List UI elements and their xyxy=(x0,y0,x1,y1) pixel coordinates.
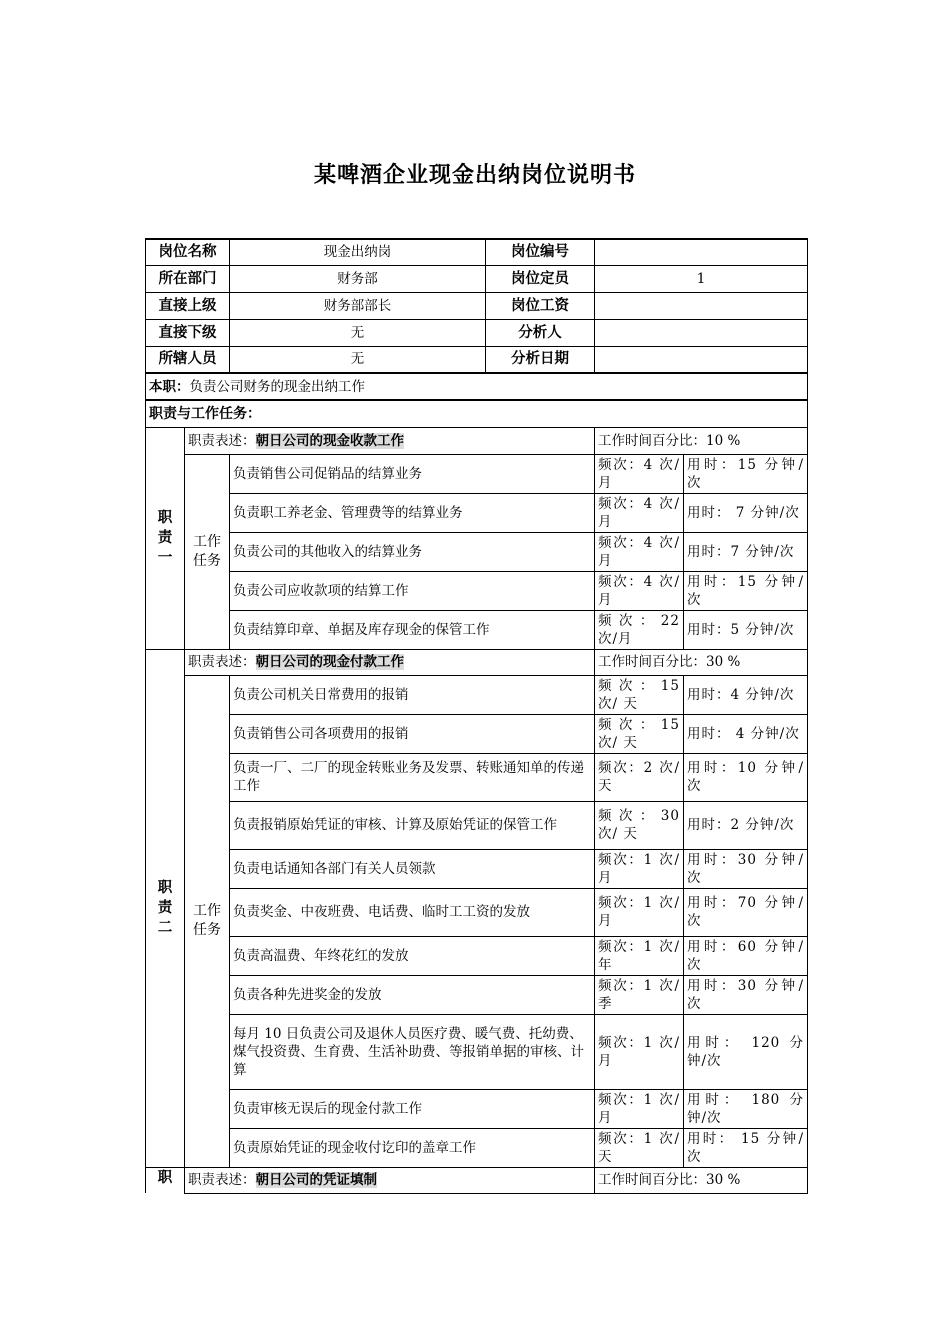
task-row xyxy=(146,571,808,610)
duty-statement-text: 朝日公司的现金付款工作 xyxy=(255,654,404,670)
desc-label: 职责表述： xyxy=(188,432,256,449)
desc-label: 职责表述： xyxy=(188,654,256,670)
duty-side-text: 职 xyxy=(157,1169,173,1186)
table-body xyxy=(146,239,808,1193)
field-value: 财务部部长 xyxy=(230,292,486,319)
work-task-label xyxy=(185,454,230,649)
time-percent: 工作时间百分比：10 % xyxy=(595,427,808,454)
task-frequency: 频次：1 次/ 月 xyxy=(595,849,684,888)
duty-statement xyxy=(185,427,595,454)
task-duration: 用时：4 分钟/次 xyxy=(684,675,808,714)
field-label: 岗位工资 xyxy=(486,292,595,319)
task-duration: 用时： 15 分钟/次 xyxy=(684,1128,808,1167)
field-label: 直接上级 xyxy=(146,292,230,319)
work-task-text: 工作任务 xyxy=(193,903,221,938)
field-value xyxy=(595,346,808,373)
task-row xyxy=(146,975,808,1014)
task-frequency: 频次：4 次/ 月 xyxy=(595,532,684,571)
time-percent: 工作时间百分比：30 % xyxy=(595,649,808,675)
task-text: 负责职工养老金、管理费等的结算业务 xyxy=(230,493,595,532)
field-label: 岗位定员 xyxy=(486,265,595,292)
task-frequency: 频次：1 次/ 月 xyxy=(595,1089,684,1128)
field-value: 财务部 xyxy=(230,265,486,292)
duty-side-label xyxy=(146,1167,185,1193)
job-description-table xyxy=(145,238,808,1194)
task-text: 负责审核无误后的现金付款工作 xyxy=(230,1089,595,1128)
work-task-text: 工作任务 xyxy=(193,533,221,569)
task-text: 负责原始凭证的现金收付讫印的盖章工作 xyxy=(230,1128,595,1167)
duty-statement xyxy=(185,1167,595,1193)
task-duration: 用时： 4 分钟/次 xyxy=(684,714,808,753)
task-row xyxy=(146,801,808,849)
header-row xyxy=(146,265,808,292)
task-row xyxy=(146,1089,808,1128)
task-frequency: 频次：4 次/ 月 xyxy=(595,454,684,493)
task-row xyxy=(146,849,808,888)
task-duration: 用时： 7 分钟/次 xyxy=(684,493,808,532)
field-value: 1 xyxy=(595,265,808,292)
field-label: 所辖人员 xyxy=(146,346,230,373)
duty-side-text: 职责一 xyxy=(157,510,173,566)
duty-side-text: 职责二 xyxy=(157,880,173,936)
field-value xyxy=(595,292,808,319)
header-row xyxy=(146,346,808,373)
task-row xyxy=(146,753,808,801)
task-text: 负责奖金、中夜班费、电话费、临时工工资的发放 xyxy=(230,888,595,936)
task-row xyxy=(146,454,808,493)
task-duration: 用时：30 分钟/次 xyxy=(684,975,808,1014)
duty-statement-text: 朝日公司的凭证填制 xyxy=(255,1172,377,1188)
task-row xyxy=(146,532,808,571)
task-frequency: 频次：4 次/ 月 xyxy=(595,571,684,610)
task-text: 负责高温费、年终花红的发放 xyxy=(230,936,595,975)
task-duration: 用时： 180 分钟/次 xyxy=(684,1089,808,1128)
tasks-heading: 职责与工作任务： xyxy=(146,400,808,427)
task-text: 负责结算印章、单据及库存现金的保管工作 xyxy=(230,610,595,649)
desc-label: 职责表述： xyxy=(188,1172,256,1188)
task-frequency: 频 次 ： 22 次/月 xyxy=(595,610,684,649)
field-label: 岗位名称 xyxy=(146,239,230,265)
work-task-label xyxy=(185,675,230,1167)
task-row xyxy=(146,888,808,936)
header-row xyxy=(146,292,808,319)
field-value: 无 xyxy=(230,319,486,346)
task-frequency: 频次：1 次/ 月 xyxy=(595,888,684,936)
task-row xyxy=(146,493,808,532)
task-text: 负责公司应收款项的结算工作 xyxy=(230,571,595,610)
task-text: 负责报销原始凭证的审核、计算及原始凭证的保管工作 xyxy=(230,801,595,849)
header-row xyxy=(146,239,808,265)
field-label: 直接下级 xyxy=(146,319,230,346)
task-row xyxy=(146,610,808,649)
task-text: 负责公司机关日常费用的报销 xyxy=(230,675,595,714)
duty-statement-text: 朝日公司的现金收款工作 xyxy=(255,432,404,449)
task-text: 负责公司的其他收入的结算业务 xyxy=(230,532,595,571)
task-frequency: 频 次 ： 15 次/ 天 xyxy=(595,714,684,753)
task-duration: 用时：60 分钟/次 xyxy=(684,936,808,975)
task-duration: 用时：70 分钟/次 xyxy=(684,888,808,936)
task-frequency: 频次：1 次/ 天 xyxy=(595,1128,684,1167)
duty-row xyxy=(146,373,808,400)
tasks-heading-row xyxy=(146,400,808,427)
duty-statement xyxy=(185,649,595,675)
task-frequency: 频 次 ： 15 次/ 天 xyxy=(595,675,684,714)
field-value: 无 xyxy=(230,346,486,373)
task-text: 负责一厂、二厂的现金转账业务及发票、转账通知单的传递工作 xyxy=(230,753,595,801)
duty-label: 本职： xyxy=(149,378,190,395)
duty-statement-row xyxy=(146,649,808,675)
task-row xyxy=(146,1014,808,1089)
field-value xyxy=(595,319,808,346)
task-duration: 用时：15 分钟/次 xyxy=(684,454,808,493)
task-frequency: 频次：2 次/ 天 xyxy=(595,753,684,801)
task-text: 每月 10 日负责公司及退休人员医疗费、暖气费、托幼费、煤气投资费、生育费、生活补助费、等报销单据的审核、计算 xyxy=(230,1014,595,1089)
page-title: 某啤酒企业现金出纳岗位说明书 xyxy=(313,163,636,188)
field-value: 现金出纳岗 xyxy=(230,239,486,265)
task-duration: 用时：2 分钟/次 xyxy=(684,801,808,849)
task-duration: 用时：7 分钟/次 xyxy=(684,532,808,571)
duty-text: 负责公司财务的现金出纳工作 xyxy=(189,378,365,395)
duty-statement-row xyxy=(146,1167,808,1193)
task-row xyxy=(146,714,808,753)
time-percent: 工作时间百分比：30 % xyxy=(595,1167,808,1193)
duty-statement-row xyxy=(146,427,808,454)
field-value xyxy=(595,239,808,265)
task-row xyxy=(146,1128,808,1167)
task-frequency: 频次：1 次/ 月 xyxy=(595,1014,684,1089)
task-text: 负责销售公司各项费用的报销 xyxy=(230,714,595,753)
task-duration: 用时：15 分钟/次 xyxy=(684,571,808,610)
header-row xyxy=(146,319,808,346)
task-text: 负责销售公司促销品的结算业务 xyxy=(230,454,595,493)
field-label: 分析人 xyxy=(486,319,595,346)
task-duration: 用时： 120 分钟/次 xyxy=(684,1014,808,1089)
task-frequency: 频次：1 次/ 季 xyxy=(595,975,684,1014)
field-label: 分析日期 xyxy=(486,346,595,373)
task-row xyxy=(146,675,808,714)
field-label: 岗位编号 xyxy=(486,239,595,265)
task-duration: 用时：10 分钟/次 xyxy=(684,753,808,801)
duty-side-label xyxy=(146,649,185,1167)
task-row xyxy=(146,936,808,975)
task-text: 负责各种先进奖金的发放 xyxy=(230,975,595,1014)
task-frequency: 频次：1 次/ 年 xyxy=(595,936,684,975)
field-label: 所在部门 xyxy=(146,265,230,292)
task-duration: 用时：30 分钟/次 xyxy=(684,849,808,888)
duty-side-label xyxy=(146,427,185,649)
task-text: 负责电话通知各部门有关人员领款 xyxy=(230,849,595,888)
task-frequency: 频 次 ： 30 次/ 天 xyxy=(595,801,684,849)
task-frequency: 频次：4 次/ 月 xyxy=(595,493,684,532)
task-duration: 用时：5 分钟/次 xyxy=(684,610,808,649)
